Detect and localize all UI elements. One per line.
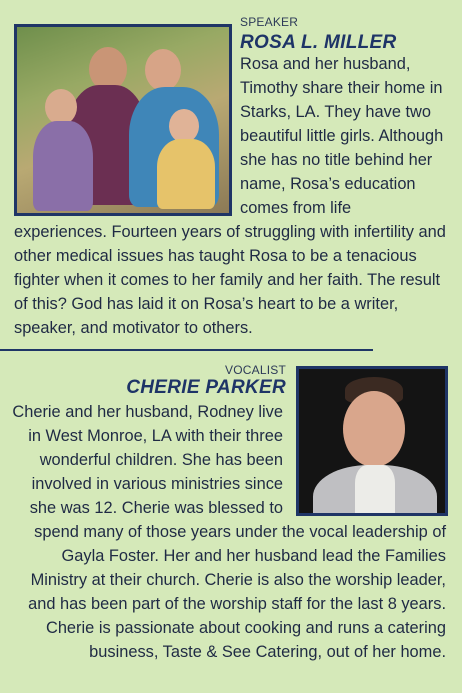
vocalist-role-label: VOCALIST bbox=[225, 363, 286, 377]
speaker-name: ROSA L. MILLER bbox=[240, 32, 397, 53]
speaker-family-photo bbox=[14, 24, 232, 216]
vocalist-portrait-photo bbox=[296, 366, 448, 516]
speaker-role-label: SPEAKER bbox=[240, 15, 299, 29]
speaker-bio-upper: Rosa and her husband, Timothy share their home in Starks, LA. They have two beautiful little girls. Although she has no title behind her name, Rosa’s education comes from life bbox=[240, 55, 444, 217]
vocalist-bio-upper: Cherie and her husband, Rodney live in West Monroe, LA with their three wonderful children. She has been involved in various ministries since she was 12. Cherie was blessed to bbox=[12, 403, 283, 517]
speaker-bio-lower: experiences. Fourteen years of struggling with infertility and other medical issues has taught Rosa to be a tenacious fighter when it comes to her family and her faith. The result of this? God has laid it on Rosa’s heart to be a writer, speaker, and motivator to others. bbox=[14, 223, 446, 337]
section-divider bbox=[0, 349, 373, 351]
vocalist-name: CHERIE PARKER bbox=[126, 377, 286, 398]
vocalist-bio-lower: spend many of those years under the vocal leadership of Gayla Foster. Her and her husband lead the Families Ministry at their church. Cherie is also the worship leader, and has been part of the worship staff for the last 8 years. Cherie is passionate about cooking and runs a catering business, Taste & See Catering, out of her home. bbox=[28, 523, 446, 661]
